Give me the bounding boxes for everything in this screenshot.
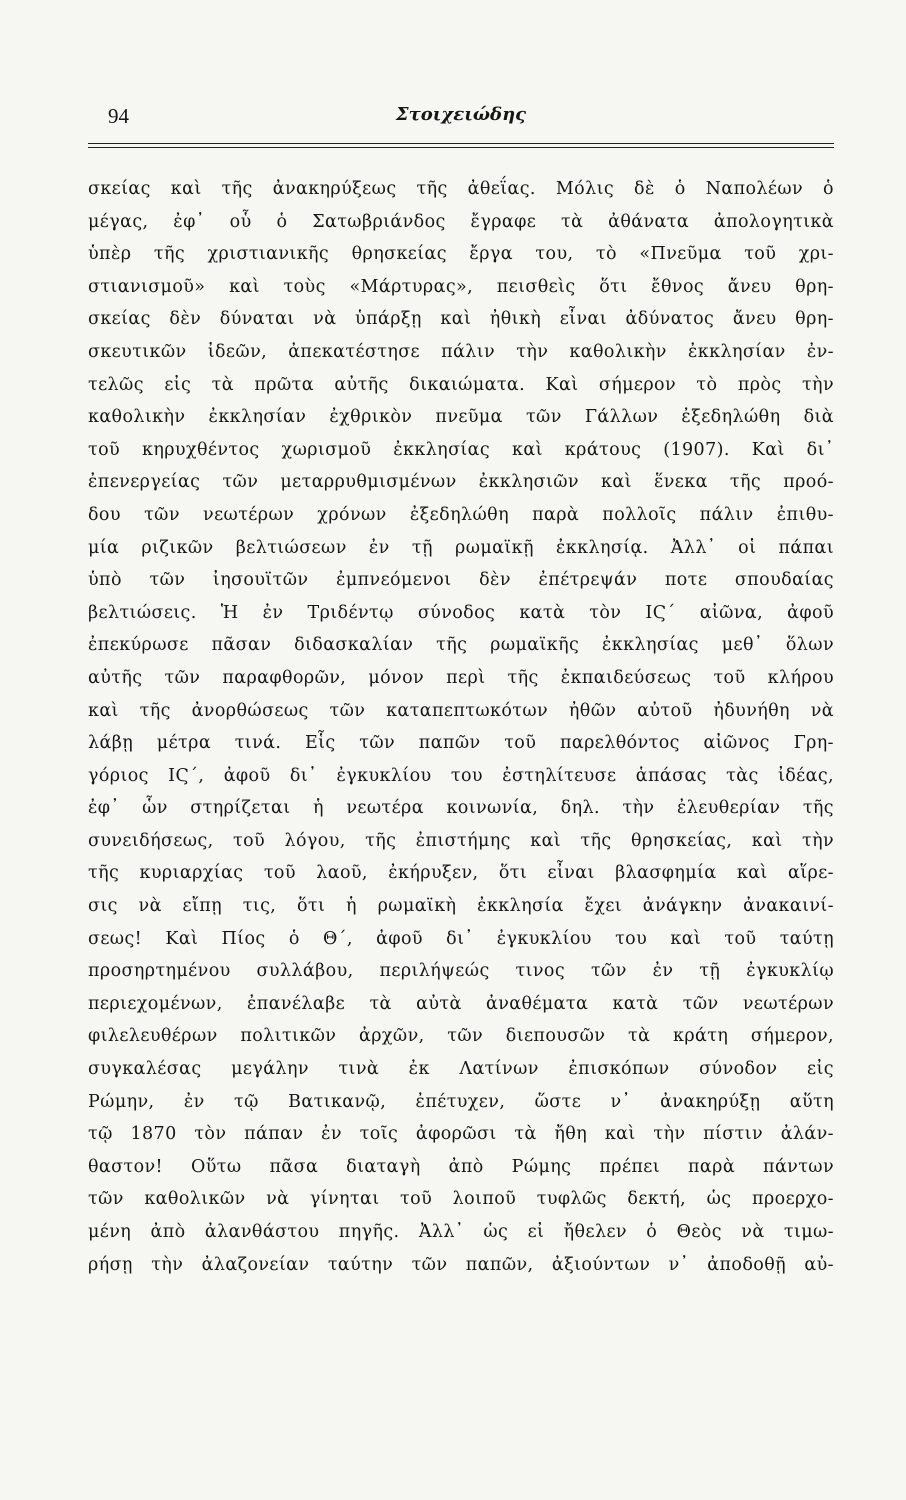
running-title: Στοιχειώδης	[395, 104, 527, 125]
text-line: περιεχομένων, ἐπανέλαβε τὰ αὐτὰ ἀναθέματα κατὰ τῶν νεωτέρων	[88, 993, 834, 1014]
text-line: συγκαλέσας μεγάλην τινὰ ἐκ Λατίνων ἐπισκόπων σύνοδον εἰς	[88, 1059, 834, 1080]
body-text	[88, 173, 834, 1281]
text-line: μία ριζικῶν βελτιώσεων ἐν τῇ ρωμαϊκῇ ἐκκλησίᾳ. Ἀλλ᾽ οἱ πάπαι	[88, 537, 834, 558]
text-line: λάβῃ μέτρα τινά. Εἷς τῶν παπῶν τοῦ παρελθόντος αἰῶνος Γρη-	[88, 733, 834, 754]
text-line: καὶ τῆς ἀνορθώσεως τῶν καταπεπτωκότων ἠθῶν αὐτοῦ ἠδυνήθη νὰ	[88, 700, 834, 721]
text-line: θαστον! Οὕτω πᾶσα διαταγὴ ἀπὸ Ρώμης πρέπει παρὰ πάντων	[88, 1156, 834, 1177]
text-line: βελτιώσεις. Ἡ ἐν Τριδέντῳ σύνοδος κατὰ τὸν ΙϚ΄ αἰῶνα, ἀφοῦ	[88, 602, 834, 623]
page-header	[88, 100, 834, 136]
text-line: σκευτικῶν ἰδεῶν, ἀπεκατέστησε πάλιν τὴν καθολικὴν ἐκκλησίαν ἐν-	[88, 341, 834, 362]
text-line: μέγας, ἐφ᾽ οὗ ὁ Σατωβριάνδος ἔγραφε τὰ ἀθάνατα ἀπολογητικὰ	[88, 211, 834, 232]
text-line: φιλελευθέρων πολιτικῶν ἀρχῶν, τῶν διεπουσῶν τὰ κράτη σήμερον,	[88, 1026, 834, 1047]
text-line: προσηρτημένου συλλάβου, περιλήψεώς τινος τῶν ἐν τῇ ἐγκυκλίῳ	[88, 961, 834, 982]
text-line: Ρώμην, ἐν τῷ Βατικανῷ, ἐπέτυχεν, ὥστε ν᾽ ἀνακηρύξῃ αὕτη	[88, 1091, 834, 1112]
text-line: σκείας δὲν δύναται νὰ ὑπάρξῃ καὶ ἠθικὴ εἶναι ἀδύνατος ἄνευ θρη-	[88, 309, 834, 330]
text-line: τοῦ κηρυχθέντος χωρισμοῦ ἐκκλησίας καὶ κράτους (1907). Καὶ δι᾽	[88, 439, 834, 460]
text-line: ὑπὸ τῶν ἰησουϊτῶν ἐμπνεόμενοι δὲν ἐπέτρεψάν ποτε σπουδαίας	[88, 570, 834, 591]
header-rule-top	[88, 143, 834, 144]
text-line: τῷ 1870 τὸν πάπαν ἐν τοῖς ἀφορῶσι τὰ ἤθη καὶ τὴν πίστιν ἀλάν-	[88, 1124, 834, 1145]
text-line: καθολικὴν ἐκκλησίαν ἐχθρικὸν πνεῦμα τῶν Γάλλων ἐξεδηλώθη διὰ	[88, 407, 834, 428]
text-line: ρήσῃ τὴν ἀλαζονείαν ταύτην τῶν παπῶν, ἀξιούντων ν᾽ ἀποδοθῇ αὐ-	[88, 1254, 834, 1275]
text-line: ὑπὲρ τῆς χριστιανικῆς θρησκείας ἔργα του, τὸ «Πνεῦμα τοῦ χρι-	[88, 244, 834, 265]
text-line: τῶν καθολικῶν νὰ γίνηται τοῦ λοιποῦ τυφλῶς δεκτή, ὡς προερχο-	[88, 1189, 834, 1210]
text-line: σκείας καὶ τῆς ἀνακηρύξεως τῆς ἀθεΐας. Μόλις δὲ ὁ Ναπολέων ὁ	[88, 179, 834, 199]
text-line: τῆς κυριαρχίας τοῦ λαοῦ, ἐκήρυξεν, ὅτι εἶναι βλασφημία καὶ αἵρε-	[88, 863, 834, 884]
text-line: σεως! Καὶ Πίος ὁ Θ΄, ἀφοῦ δι᾽ ἐγκυκλίου του καὶ τοῦ ταύτῃ	[88, 928, 834, 949]
text-line: ἐπενεργείας τῶν μεταρρυθμισμένων ἐκκλησιῶν καὶ ἕνεκα τῆς προό-	[88, 472, 834, 493]
text-line: στιανισμοῦ» καὶ τοὺς «Μάρτυρας», πεισθεὶς ὅτι ἔθνος ἄνευ θρη-	[88, 276, 834, 297]
text-line: ἐπεκύρωσε πᾶσαν διδασκαλίαν τῆς ρωμαϊκῆς ἐκκλησίας μεθ᾽ ὅλων	[88, 635, 834, 656]
text-line: μένη ἀπὸ ἀλανθάστου πηγῆς. Ἀλλ᾽ ὡς εἰ ἤθελεν ὁ Θεὸς νὰ τιμω-	[88, 1222, 834, 1242]
page-number: 94	[108, 104, 129, 128]
text-line: δου τῶν νεωτέρων χρόνων ἐξεδηλώθη παρὰ πολλοῖς πάλιν ἐπιθυ-	[88, 504, 834, 525]
header-rule-bottom	[88, 147, 834, 148]
text-line: γόριος ΙϚ΄, ἀφοῦ δι᾽ ἐγκυκλίου του ἐστηλίτευσε ἁπάσας τὰς ἰδέας,	[88, 765, 834, 786]
text-line: σις νὰ εἴπῃ τις, ὅτι ἡ ρωμαϊκὴ ἐκκλησία ἔχει ἀνάγκην ἀνακαινί-	[88, 896, 834, 917]
text-line: αὐτῆς τῶν παραφθορῶν, μόνον περὶ τῆς ἐκπαιδεύσεως τοῦ κλήρου	[88, 667, 834, 688]
text-line: ἐφ᾽ ὧν στηρίζεται ἡ νεωτέρα κοινωνία, δηλ. τὴν ἐλευθερίαν τῆς	[88, 798, 834, 819]
text-line: τελῶς εἰς τὰ πρῶτα αὐτῆς δικαιώματα. Καὶ σήμερον τὸ πρὸς τὴν	[88, 374, 834, 395]
text-line: συνειδήσεως, τοῦ λόγου, τῆς ἐπιστήμης καὶ τῆς θρησκείας, καὶ τὴν	[88, 830, 834, 851]
